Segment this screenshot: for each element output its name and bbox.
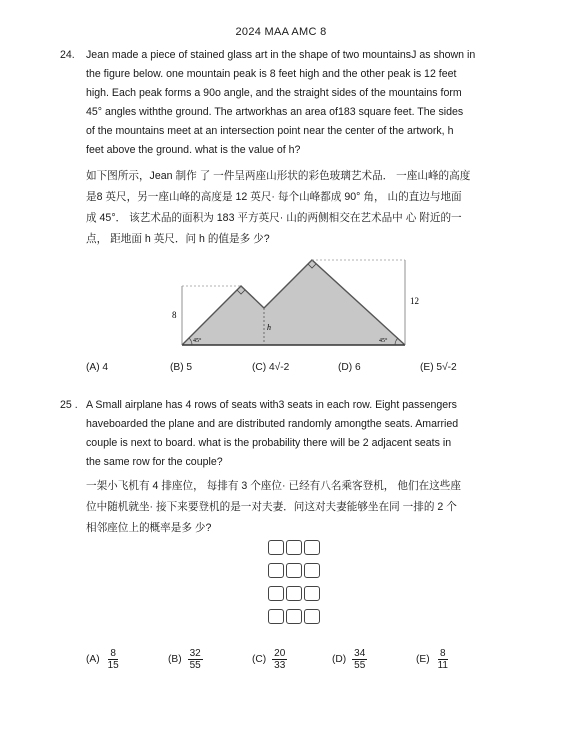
choice-25-e-label: (E) (416, 654, 430, 666)
choice-24-c[interactable]: (C) 4√-2 (252, 362, 290, 373)
seat (286, 609, 302, 624)
problem-25-chinese (60, 476, 510, 539)
problem-24-zh-line-3: 成 45°． 该艺术品的面积为 183 平方英尺· 山的两侧相交在艺术品中 心 附近的一 (86, 212, 462, 224)
problem-24-line-3: high. Each peak forms a 90o angle, and the straight sides of the mountains form (86, 87, 462, 99)
choice-25-e-num: 8 (440, 648, 446, 659)
problem-25-english (60, 396, 510, 472)
choice-25-d-den: 55 (354, 660, 366, 671)
problem-24-line-6: feet above the ground. what is the value of h? (86, 144, 301, 156)
mountains-shape (182, 260, 405, 345)
problem-25-line-4: the same row for the couple? (86, 456, 223, 468)
problem-25-number: 25 . (60, 399, 78, 411)
seat (304, 586, 320, 601)
choice-25-a-num: 8 (110, 648, 116, 659)
choice-25-e[interactable] (416, 648, 450, 671)
problem-24-zh-line-1: 如下图所示，Jean 制作 了 一件呈两座山形状的彩色玻璃艺术品． 一座山峰的高度 (86, 170, 471, 182)
seat (304, 540, 320, 555)
seat (286, 563, 302, 578)
seat (268, 586, 284, 601)
choice-25-b-num: 32 (189, 648, 201, 659)
problem-25-zh-line-1: 一架小飞机有 4 排座位， 每排有 3 个座位· 已经有八名乘客登机， 他们在这些座 (86, 480, 461, 492)
problem-24-line-4: 45° angles withthe ground. The artworkhas an area of183 square feet. The sides (86, 106, 464, 118)
label-angle-right: 45° (379, 338, 388, 344)
problem-24-line-2: the figure below. one mountain peak is 8 feet high and the other peak is 12 feet (86, 68, 457, 80)
seat (268, 563, 284, 578)
choice-25-a-fraction (106, 648, 121, 671)
choice-24-e[interactable]: (E) 5√-2 (420, 362, 457, 373)
problem-25-zh-line-2: 位中随机就坐· 接下来要登机的是一对夫妻．问这对夫妻能够坐在同 一排的 2 个 (86, 501, 457, 513)
seat (304, 563, 320, 578)
choice-24-d[interactable]: (D) 6 (338, 362, 361, 373)
problem-25-line-1: A Small airplane has 4 rows of seats with3 seats in each row. Eight passengers (86, 399, 457, 411)
label-8: 8 (172, 310, 177, 320)
mountains-figure (160, 248, 430, 358)
choice-25-a-label: (A) (86, 654, 100, 666)
seat (304, 609, 320, 624)
problem-25-zh-line-3: 相邻座位上的概率是多 少? (86, 522, 212, 534)
choice-25-a-den: 15 (107, 660, 119, 671)
seat-row-4 (268, 609, 322, 624)
choice-25-b-label: (B) (168, 654, 182, 666)
choice-25-d-fraction (352, 648, 367, 671)
choice-25-b-den: 55 (189, 660, 201, 671)
choice-25-c-fraction (272, 648, 287, 671)
choice-24-a[interactable]: (A) 4 (86, 362, 109, 373)
page-header: 2024 MAA AMC 8 (235, 26, 327, 38)
problem-24-number: 24. (60, 49, 75, 61)
seat-row-2 (268, 563, 322, 578)
problem-24-zh-line-2: 是8 英尺，另一座山峰的高度是 12 英尺· 每个山峰都成 90° 角， 山的直边与地面 (86, 191, 462, 203)
problem-25-line-3: couple is next to board. what is the probability there will be 2 adjacent seats in (86, 437, 452, 449)
seat-row-1 (268, 540, 322, 555)
seat (286, 540, 302, 555)
choice-25-e-den: 11 (437, 660, 448, 671)
choice-25-e-fraction (436, 648, 450, 671)
choice-25-a[interactable] (86, 648, 121, 671)
seat-grid (268, 540, 322, 632)
seat (268, 540, 284, 555)
choice-24-b[interactable]: (B) 5 (170, 362, 193, 373)
choice-25-c[interactable] (252, 648, 287, 671)
problem-24-line-5: of the mountains meet at an intersection point near the center of the artwork, h (86, 125, 454, 137)
problem-24-chinese (60, 166, 510, 250)
choice-25-b-fraction (188, 648, 203, 671)
problem-24-line-1: Jean made a piece of stained glass art in the shape of two mountainsJ as shown in (86, 49, 476, 61)
choice-25-d-num: 34 (354, 648, 366, 659)
choice-25-d[interactable] (332, 648, 367, 671)
label-angle-left: 45° (193, 338, 202, 344)
choice-25-c-label: (C) (252, 654, 267, 666)
seat (268, 609, 284, 624)
choice-25-d-label: (D) (332, 654, 347, 666)
label-12: 12 (410, 296, 419, 306)
problem-25-line-2: haveboarded the plane and are distributed randomly amongthe seats. Amarried (86, 418, 459, 430)
seat-row-3 (268, 586, 322, 601)
choice-25-c-den: 33 (274, 660, 286, 671)
problem-24-zh-line-4: 点， 距地面 h 英尺．问 h 的值是多 少? (86, 233, 270, 245)
seat (286, 586, 302, 601)
problem-24-english (60, 46, 510, 160)
label-h: h (267, 323, 271, 332)
choice-25-b[interactable] (168, 648, 203, 671)
choice-25-c-num: 20 (274, 648, 286, 659)
